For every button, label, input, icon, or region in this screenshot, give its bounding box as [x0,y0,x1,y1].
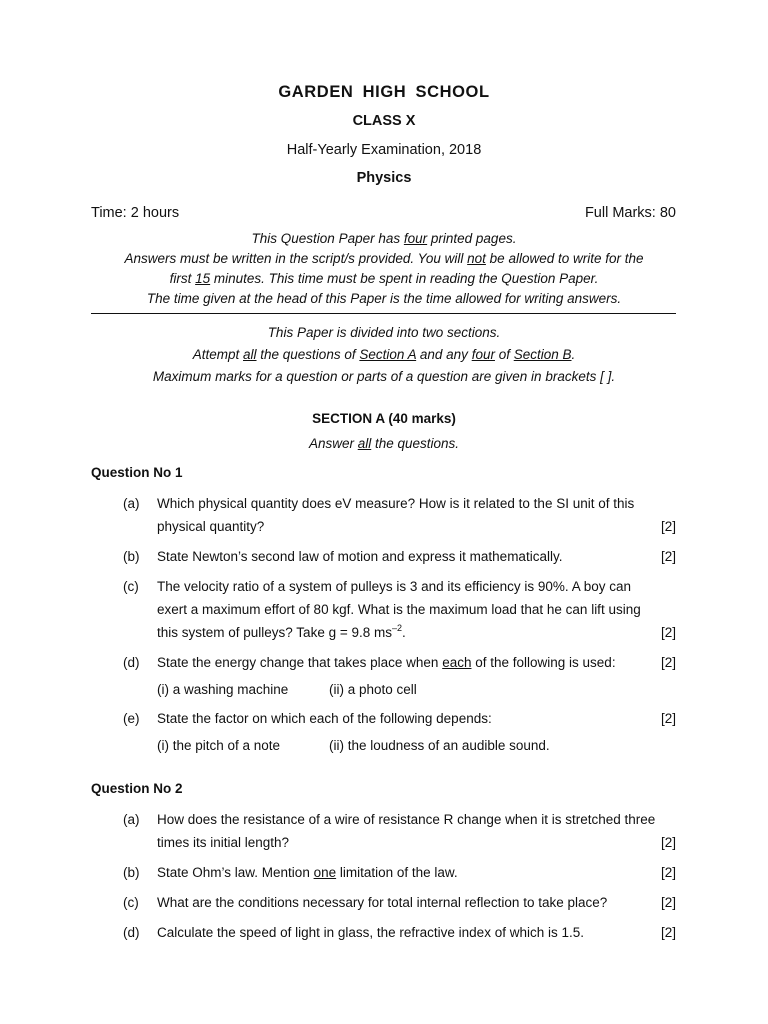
q1c-marks: [2] [660,625,676,640]
q1e-label: (e) [123,711,140,726]
q2b-marks: [2] [660,865,676,880]
q1a-label: (a) [123,496,140,511]
q1c-text-line-2: exert a maximum effort of 80 kgf. What is the maximum load that he can lift using [157,602,641,617]
q1a-text-line-2: physical quantity? [157,519,265,534]
instruction-line-3: first 15 minutes. This time must be spent in reading the Question Paper. [169,271,599,286]
q1e-marks: [2] [660,711,676,726]
q2c-label: (c) [123,895,139,910]
time-allowed: Time: 2 hours [91,205,180,221]
q2d-label: (d) [123,925,140,940]
q2b-text: State Ohm’s law. Mention one limitation of the law. [157,865,458,880]
q1c-text-line-3: this system of pulleys? Take g = 9.8 $ms^{-2}$. [157,623,406,640]
q1b-text: State Newton’s second law of motion and express it mathematically. [157,549,563,564]
q1e-option-i: (i) the pitch of a note [157,738,281,753]
instruction-line-2: Answers must be written in the script/s provided. You will not be allowed to write for the [124,251,644,266]
q1d-marks: [2] [660,655,676,670]
instruction-line-1: This Question Paper has four printed pages. [251,231,517,246]
q1c-label: (c) [123,579,139,594]
subject-title: Physics [356,170,412,186]
q1d-option-ii: (ii) a photo cell [329,682,417,697]
q1c-text-line-1: The velocity ratio of a system of pulleys is 3 and its efficiency is 90%. A boy can [157,579,631,594]
division-line-1: This Paper is divided into two sections. [267,325,501,340]
q1a-marks: [2] [660,519,676,534]
q1d-label: (d) [123,655,140,670]
question-1-heading: Question No 1 [91,465,183,480]
division-line-2: Attempt all the questions of Section A and any four of Section B. [192,347,576,362]
q2a-label: (a) [123,812,140,827]
q2d-text: Calculate the speed of light in glass, the refractive index of which is 1.5. [157,925,584,940]
q2c-marks: [2] [660,895,676,910]
q2b-label: (b) [123,865,140,880]
q2c-text: What are the conditions necessary for total internal reflection to take place? [157,895,608,910]
q2a-marks: [2] [660,835,676,850]
school-name: GARDEN HIGH SCHOOL [278,83,490,101]
question-2-heading: Question No 2 [91,781,183,796]
q1a-text-line-1: Which physical quantity does eV measure? How is it related to the SI unit of this [157,496,635,511]
q1e-option-ii: (ii) the loudness of an audible sound. [329,738,550,753]
class-label: CLASS X [352,113,416,129]
q2a-text-line-2: times its initial length? [157,835,290,850]
q2a-text-line-1: How does the resistance of a wire of resistance R change when it is stretched three [157,812,656,827]
q1d-option-i: (i) a washing machine [157,682,289,697]
divider-rule [91,313,676,314]
q2d-marks: [2] [660,925,676,940]
division-line-3: Maximum marks for a question or parts of a question are given in brackets [ ]. [152,369,616,384]
exam-title: Half-Yearly Examination, 2018 [286,142,482,158]
q1e-text: State the factor on which each of the following depends: [157,711,492,726]
q1d-text: State the energy change that takes place when each of the following is used: [157,655,616,670]
full-marks: Full Marks: 80 [584,205,676,221]
section-a-subheading: Answer all the questions. [308,436,460,451]
section-a-heading: SECTION A (40 marks) [312,411,456,426]
q1b-marks: [2] [660,549,676,564]
instruction-line-4: The time given at the head of this Paper is the time allowed for writing answers. [146,291,622,306]
q1b-label: (b) [123,549,140,564]
